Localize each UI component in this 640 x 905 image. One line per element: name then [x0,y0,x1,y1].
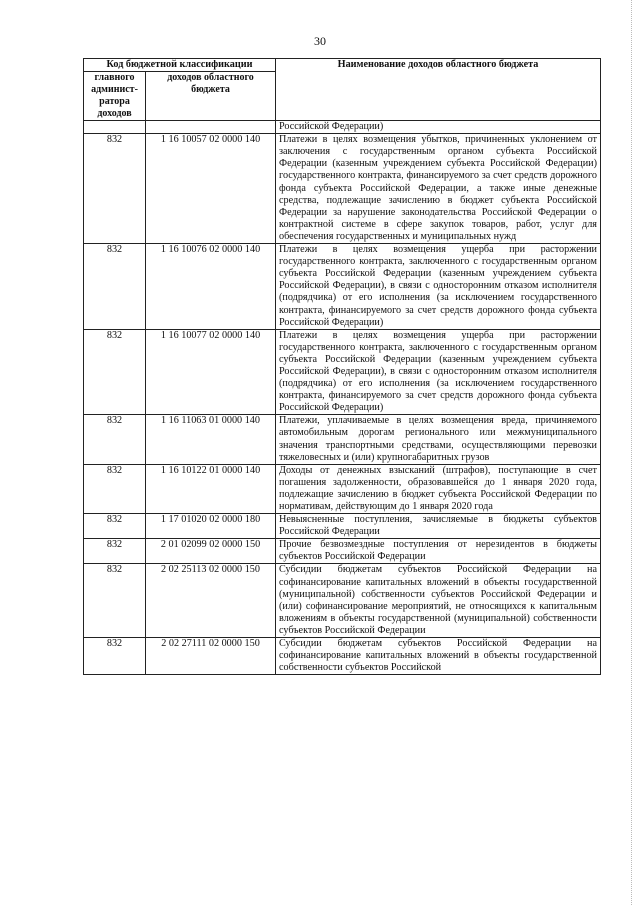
table-header [84,59,601,121]
header-main-administrator: главного админист-ратора доходов [84,72,146,121]
admin-code-cell: 832 [84,134,146,244]
income-code-cell: 1 16 11063 01 0000 140 [146,415,276,464]
admin-code-cell: 832 [84,638,146,675]
income-name-cell: Платежи в целях возмещения убытков, причиненных уклонением от заключения с государственным органом субъекта Российской Федерации (казенным учреждением субъекта Российской Федерации) государственного контракта, финансируемого за счет средств дорожного фонда субъекта Российской Федерации, а также иные денежные средства, подлежащие зачислению в бюджет субъекта Российской Федерации за нарушение законодательства Российской Федерации о контрактной системе в сфере закупок товаров, работ, услуг для обеспечения государственных и муниципальных нужд [276,134,601,244]
admin-code-cell: 832 [84,464,146,513]
income-code-cell: 1 17 01020 02 0000 180 [146,514,276,539]
income-name-cell: Платежи в целях возмещения ущерба при расторжении государственного контракта, заключенного с государственным органом субъекта Российской Федерации (казенным учреждением субъекта Российской Федерации), в связи с односторонним отказом исполнителя (подрядчика) от его исполнения (за исключением государственного контракта, финансируемого за счет средств дорожного фонда субъекта Российской Федерации) [276,329,601,415]
table-row [84,329,601,415]
table-body [84,121,601,675]
continuation-row [84,121,601,134]
table-row [84,564,601,638]
income-name-cell: Платежи, уплачиваемые в целях возмещения вреда, причиняемого автомобильным дорогам регионального или межмуниципального значения транспортными средствами, осуществляющими перевозки тяжеловесных и (или) крупногабаритных грузов [276,415,601,464]
continuation-admin-cell [84,121,146,134]
income-name-cell: Субсидии бюджетам субъектов Российской Федерации на софинансирование капитальных вложений в объекты государственной (муниципальной) собственности субъектов Российской Федерации и (или) софинансирование мероприятий, не относящихся к капитальным вложениям в объекты государственной (муниципальной) собственности субъектов Российской Федерации [276,564,601,638]
scan-edge-line [630,0,632,905]
income-code-cell: 2 02 25113 02 0000 150 [146,564,276,638]
continuation-code-cell [146,121,276,134]
table-row [84,464,601,513]
admin-code-cell: 832 [84,244,146,330]
header-income-name: Наименование доходов областного бюджета [276,59,601,121]
income-code-cell: 1 16 10122 01 0000 140 [146,464,276,513]
header-budget-classification-code: Код бюджетной классификации [84,59,276,72]
income-code-cell: 1 16 10057 02 0000 140 [146,134,276,244]
table-row [84,415,601,464]
header-regional-income: доходов областного бюджета [146,72,276,121]
table-row [84,244,601,330]
income-name-cell: Платежи в целях возмещения ущерба при расторжении государственного контракта, заключенного с государственным органом субъекта Российской Федерации (казенным учреждением субъекта Российской Федерации), в связи с односторонним отказом исполнителя (подрядчика) от его исполнения (за исключением государственного контракта, финансируемого за счет средств дорожного фонда субъекта Российской Федерации) [276,244,601,330]
budget-classification-table [83,58,601,675]
income-name-cell: Невыясненные поступления, зачисляемые в бюджеты субъектов Российской Федерации [276,514,601,539]
table-row [84,539,601,564]
table-row [84,134,601,244]
income-code-cell: 1 16 10077 02 0000 140 [146,329,276,415]
page-number: 30 [314,34,326,48]
table-row [84,514,601,539]
admin-code-cell: 832 [84,564,146,638]
income-code-cell: 2 01 02099 02 0000 150 [146,539,276,564]
admin-code-cell: 832 [84,329,146,415]
admin-code-cell: 832 [84,514,146,539]
continuation-text: Российской Федерации) [276,121,601,134]
income-name-cell: Субсидии бюджетам субъектов Российской Федерации на софинансирование капитальных вложений в объекты государственной собственности субъектов Российской [276,638,601,675]
admin-code-cell: 832 [84,539,146,564]
table-row [84,638,601,675]
income-name-cell: Прочие безвозмездные поступления от нерезидентов в бюджеты субъектов Российской Федерации [276,539,601,564]
admin-code-cell: 832 [84,415,146,464]
income-code-cell: 1 16 10076 02 0000 140 [146,244,276,330]
income-code-cell: 2 02 27111 02 0000 150 [146,638,276,675]
income-name-cell: Доходы от денежных взысканий (штрафов), поступающие в счет погашения задолженности, образовавшейся до 1 января 2020 года, подлежащие зачислению в бюджет субъекта Российской Федерации по нормативам, действующим до 1 января 2020 года [276,464,601,513]
